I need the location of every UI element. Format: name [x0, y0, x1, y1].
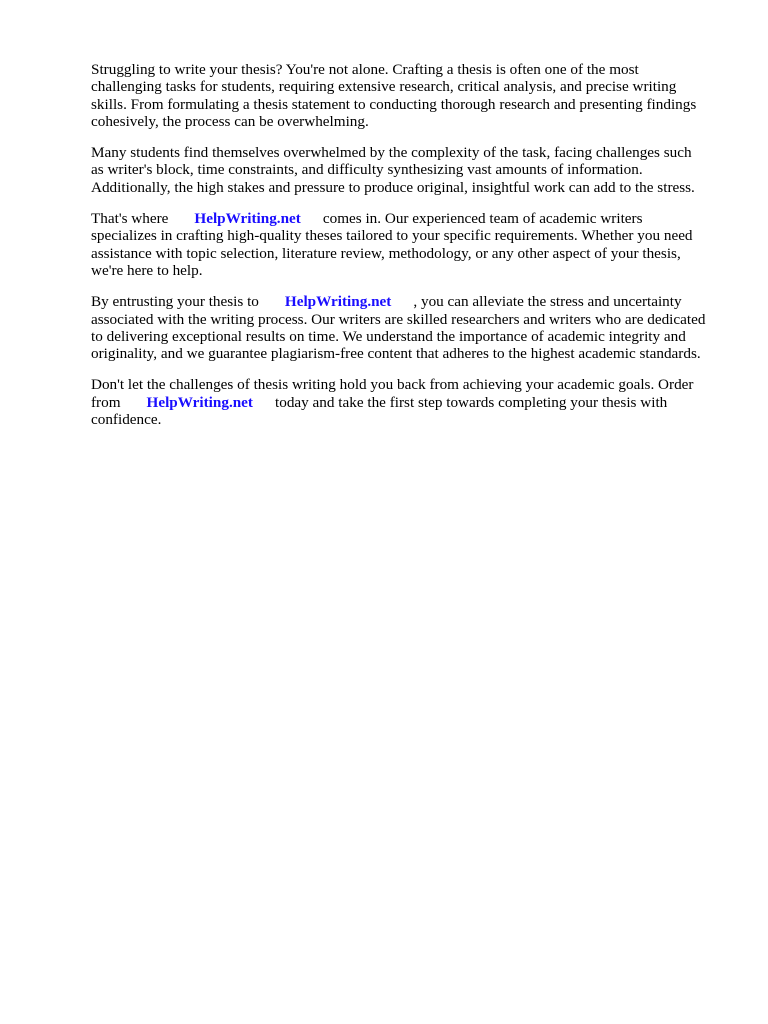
paragraph-service [91, 210, 731, 279]
helpwriting-link[interactable]: HelpWriting.net [194, 210, 301, 228]
paragraph-intro [91, 61, 731, 130]
text-line: associated with the writing process. Our writers are skilled researchers and writers who are dedicated [91, 310, 706, 328]
text-line: Struggling to write your thesis? You're not alone. Crafting a thesis is often one of the most [91, 61, 639, 78]
text-line: cohesively, the process can be overwhelming. [91, 112, 369, 130]
text-segment: , you can alleviate the stress and uncertainty [413, 293, 682, 311]
text-line: to delivering exceptional results on time. We understand the importance of academic integrity and [91, 327, 686, 345]
document-page [91, 61, 731, 442]
text-line: we're here to help. [91, 261, 203, 279]
text-line [91, 293, 731, 310]
text-segment: comes in. Our experienced team of academic writers [322, 210, 643, 228]
text-line: as writer's block, time constraints, and difficulty synthesizing vast amounts of information. [91, 161, 643, 179]
text-segment: That's where [91, 210, 169, 228]
text-segment: from [91, 393, 121, 411]
text-line: originality, and we guarantee plagiarism-free content that adheres to the highest academic standards. [91, 345, 701, 363]
text-line: specializes in crafting high-quality theses tailored to your specific requirements. Whether you need [91, 227, 693, 245]
paragraph-benefits [91, 293, 731, 362]
text-line: skills. From formulating a thesis statement to conducting thorough research and presenting findings [91, 95, 697, 113]
paragraph-challenges [91, 144, 731, 196]
text-line: confidence. [91, 411, 162, 429]
text-line: assistance with topic selection, literature review, methodology, or any other aspect of your thesis, [91, 244, 681, 262]
text-segment: By entrusting your thesis to [91, 293, 259, 311]
text-line: challenging tasks for students, requiring extensive research, critical analysis, and precise writing [91, 78, 677, 96]
text-line: Many students find themselves overwhelmed by the complexity of the task, facing challenges such [91, 144, 692, 162]
helpwriting-link[interactable]: HelpWriting.net [146, 393, 253, 411]
text-line: Don't let the challenges of thesis writing hold you back from achieving your academic goals. Order [91, 376, 694, 394]
text-line [91, 394, 731, 411]
text-line [91, 210, 731, 227]
paragraph-call-to-action [91, 376, 731, 428]
text-line: Additionally, the high stakes and pressure to produce original, insightful work can add to the stress. [91, 178, 695, 196]
text-segment: today and take the first step towards completing your thesis with [275, 393, 668, 411]
helpwriting-link[interactable]: HelpWriting.net [284, 293, 392, 311]
